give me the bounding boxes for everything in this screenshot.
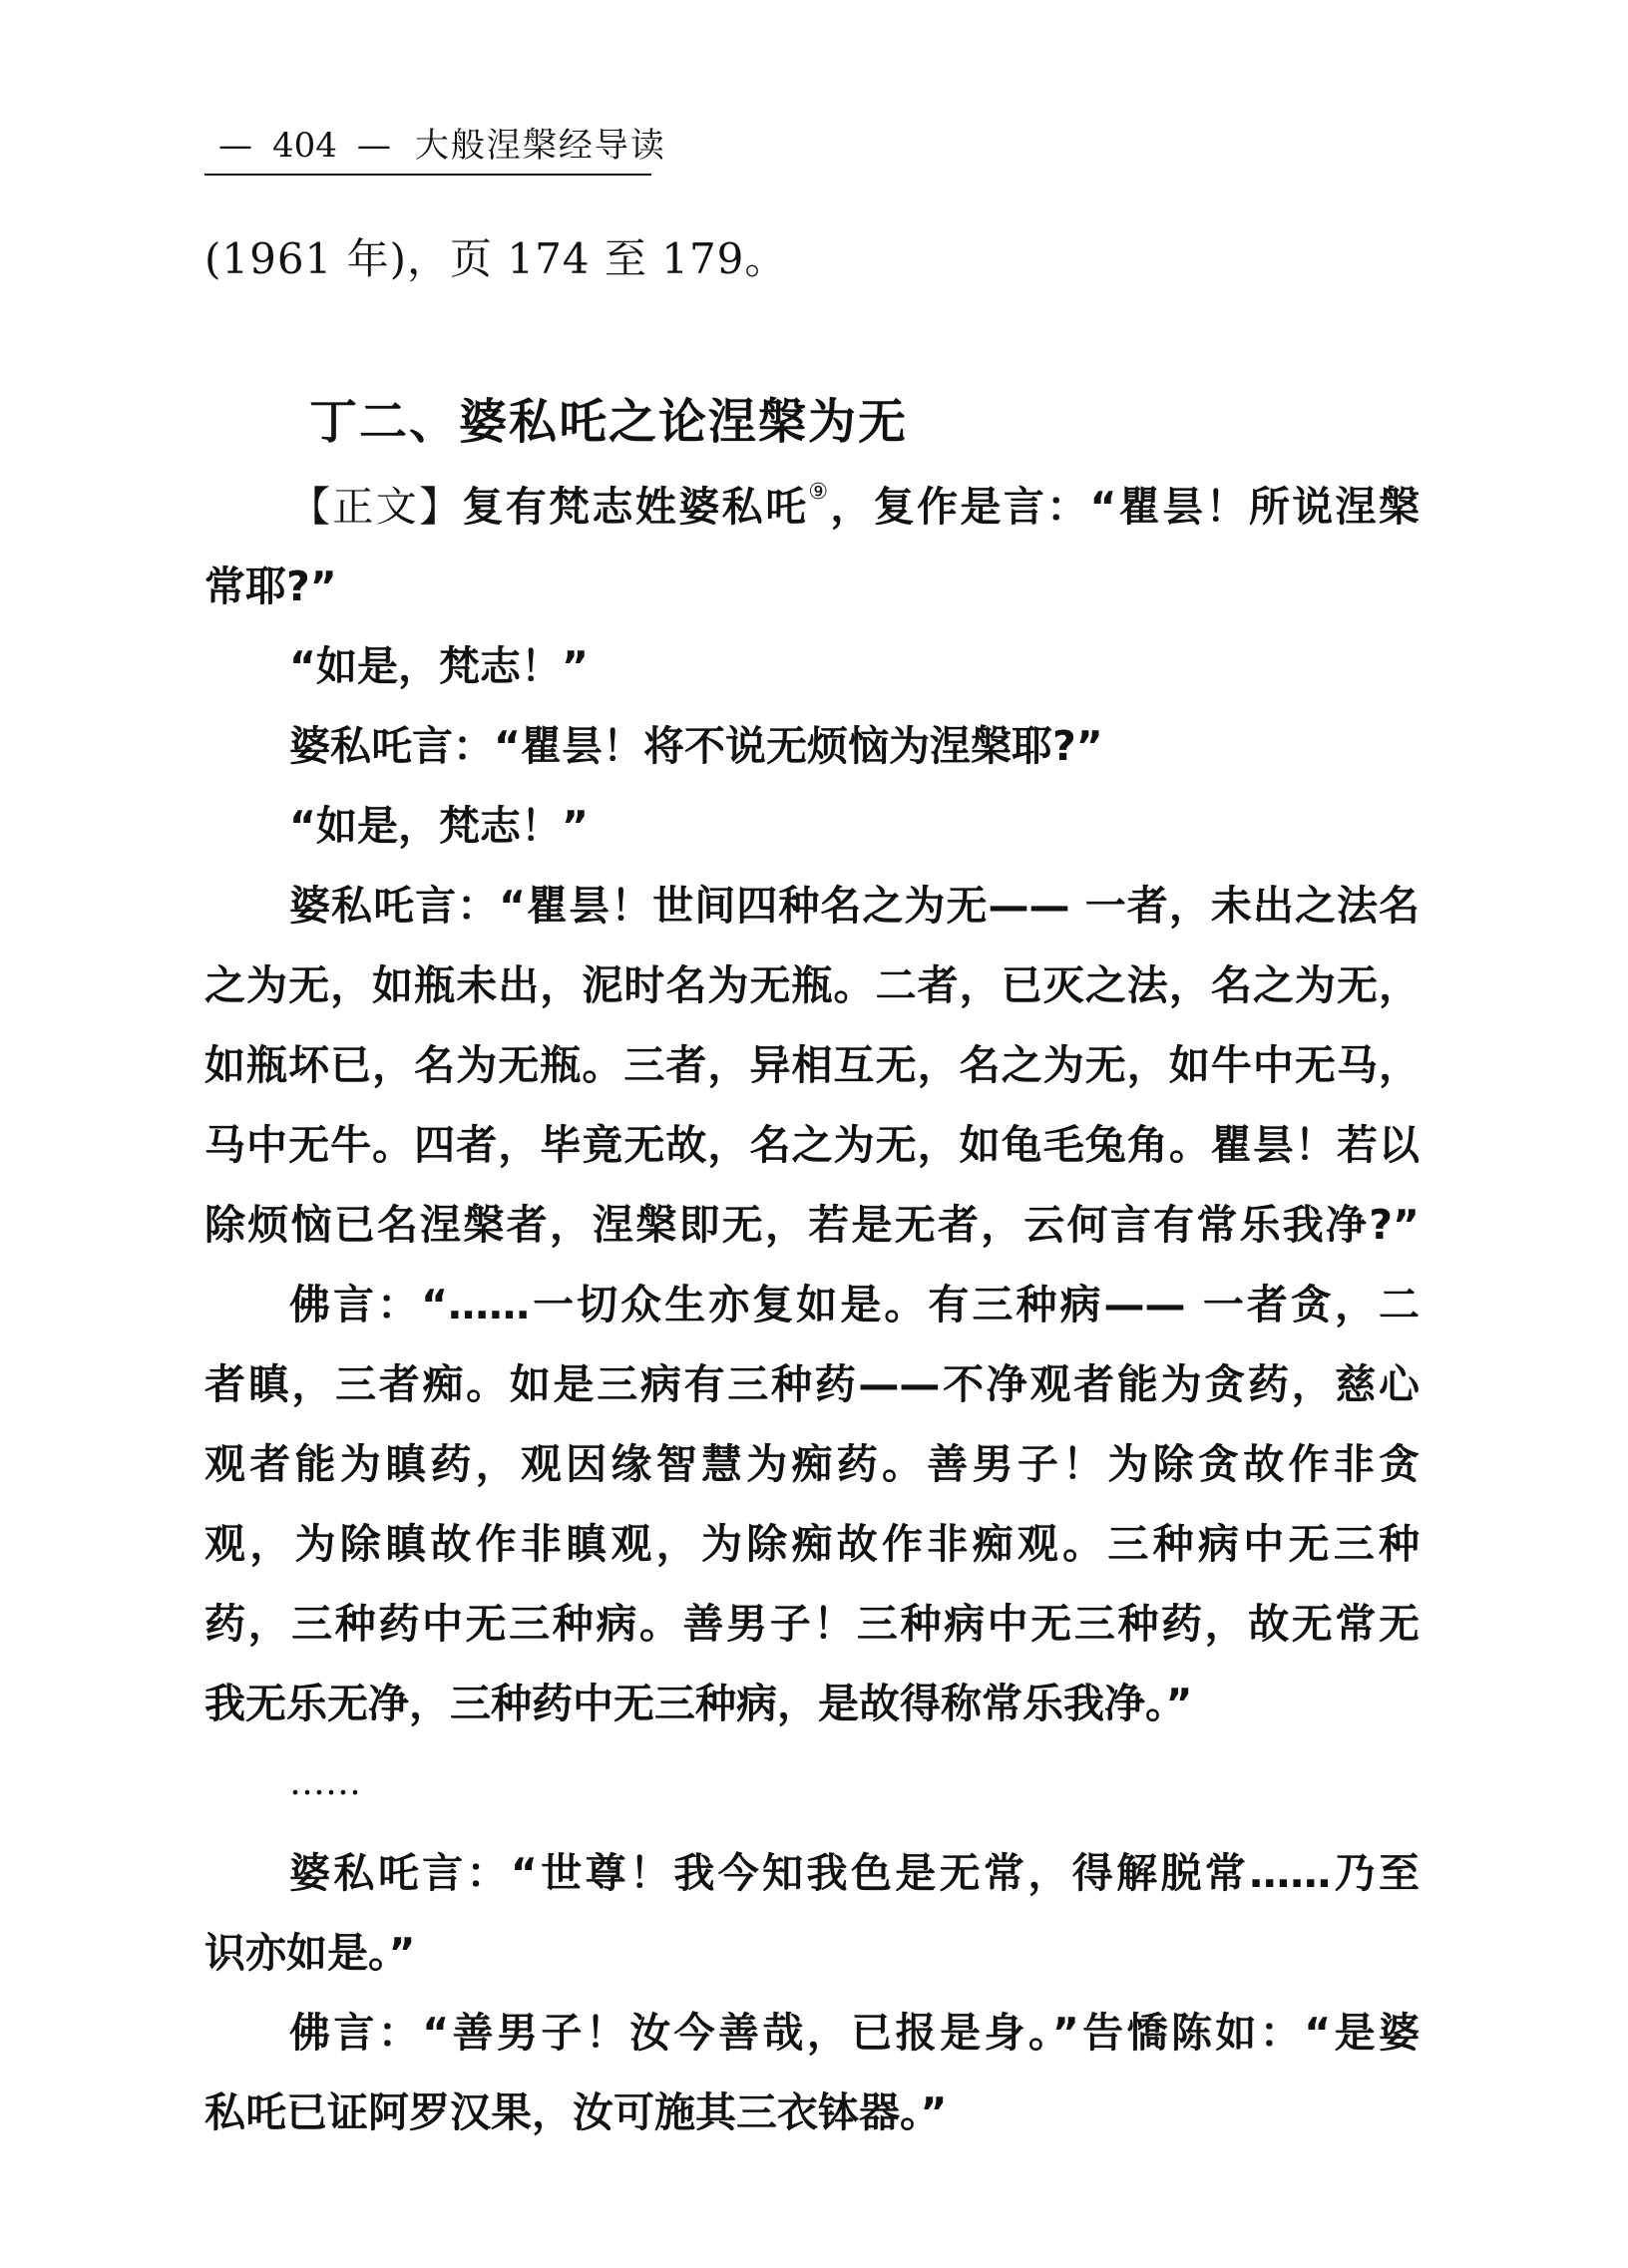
running-header bbox=[204, 122, 666, 176]
paragraph-line bbox=[289, 467, 1420, 547]
paragraph-text: ，复作是言：“瞿昙！所说涅槃 bbox=[830, 483, 1421, 531]
citation-continuation: (1961 年)，页 174 至 179。 bbox=[204, 234, 788, 283]
footnote-marker: ⑨ bbox=[808, 480, 831, 505]
header-dash-left: — bbox=[218, 126, 252, 166]
paragraph-line: 观者能为瞋药，观因缘智慧为痴药。善男子！为除贪故作非贪 bbox=[204, 1440, 1420, 1488]
paragraph-line: 识亦如是。” bbox=[204, 1929, 416, 1977]
paragraph-line: “如是，梵志！” bbox=[289, 802, 589, 850]
paragraph-line: 马中无牛。四者，毕竟无故，名之为无，如龟毛兔角。瞿昙！若以 bbox=[204, 1121, 1420, 1169]
paragraph-line: 佛言：“善男子！汝今善哉，已报是身。”告憍陈如：“是婆 bbox=[289, 2009, 1420, 2057]
paragraph-line: 常耶?” bbox=[204, 563, 337, 610]
paragraph-line: 药，三种药中无三种病。善男子！三种病中无三种药，故无常无 bbox=[204, 1600, 1420, 1648]
paragraph-line: “如是，梵志！” bbox=[289, 642, 589, 690]
paragraph-line: 私吒已证阿罗汉果，汝可施其三衣钵器。” bbox=[204, 2088, 948, 2136]
paragraph-line: 观，为除瞋故作非瞋观，为除痴故作非痴观。三种病中无三种 bbox=[204, 1520, 1420, 1568]
header-dash-right: — bbox=[356, 126, 391, 166]
paragraph-line: 婆私吒言：“瞿昙！将不说无烦恼为涅槃耶?” bbox=[289, 722, 1103, 770]
paragraph-line: 佛言：“……一切众生亦复如是。有三种病—— 一者贪，二 bbox=[289, 1281, 1420, 1328]
main-text-label: 【正文】 bbox=[289, 483, 463, 531]
paragraph-line: 如瓶坏已，名为无瓶。三者，异相互无，名之为无，如牛中无马， bbox=[204, 1041, 1420, 1089]
page-number: 404 bbox=[272, 126, 337, 166]
paragraph-line: 我无乐无净，三种药中无三种病，是故得称常乐我净。” bbox=[204, 1680, 1193, 1727]
book-title: 大般涅槃经导读 bbox=[414, 126, 666, 166]
paragraph-line: 婆私吒言：“瞿昙！世间四种名之为无—— 一者，未出之法名 bbox=[289, 882, 1420, 930]
omission-ellipsis: …… bbox=[289, 1762, 361, 1803]
paragraph-line: 婆私吒言：“世尊！我今知我色是无常，得解脱常……乃至 bbox=[289, 1849, 1420, 1897]
paragraph-line: 除烦恼已名涅槃者，涅槃即无，若是无者，云何言有常乐我净?” bbox=[204, 1201, 1420, 1249]
paragraph-text: 复有梵志姓婆私吒 bbox=[462, 483, 809, 531]
section-heading: 丁二、婆私吒之论涅槃为无 bbox=[309, 394, 909, 450]
paragraph-line: 之为无，如瓶未出，泥时名为无瓶。二者，已灭之法，名之为无， bbox=[204, 961, 1420, 1009]
paragraph-line: 者瞋，三者痴。如是三病有三种药——不净观者能为贪药，慈心 bbox=[204, 1360, 1420, 1408]
